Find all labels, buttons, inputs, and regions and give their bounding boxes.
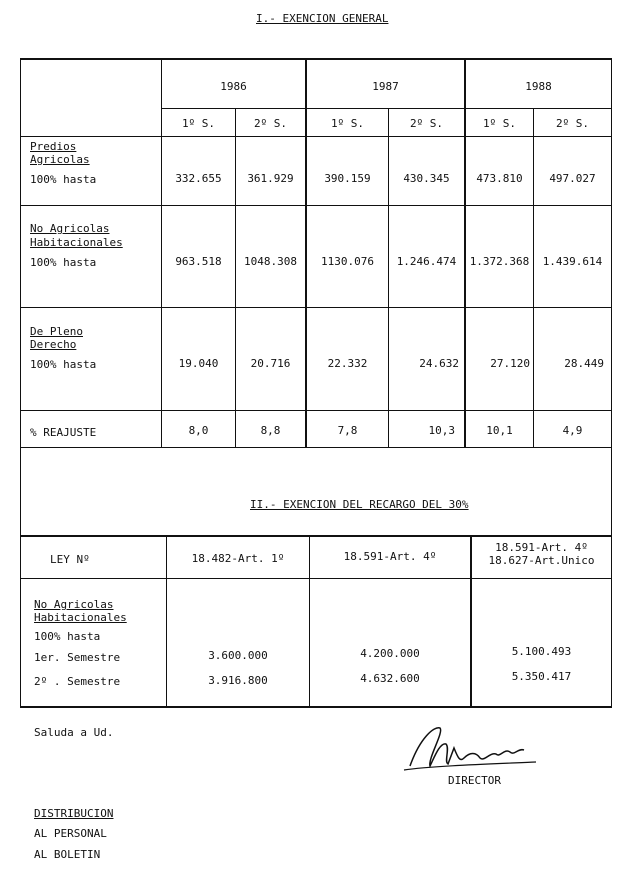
cell-value: 28.449 — [564, 357, 604, 370]
sem2-value: 3.916.800 — [208, 674, 268, 687]
year-1986: 1986 — [220, 80, 247, 93]
semester-header: 2º S. — [555, 117, 590, 130]
row-label: Predios — [30, 140, 77, 153]
cell-value: 1.246.474 — [396, 255, 457, 268]
sem2-value: 4.632.600 — [360, 672, 420, 685]
cell-value: 430.345 — [403, 172, 450, 185]
sem1-value: 5.100.493 — [511, 645, 572, 658]
cell-value: 1.372.368 — [469, 255, 530, 268]
distribution-item: AL PERSONAL — [34, 827, 107, 840]
row-label: No Agricolas — [30, 222, 110, 235]
cell-value: 332.655 — [175, 172, 222, 185]
sem1-value: 3.600.000 — [208, 649, 268, 662]
semester-header: 1º S. — [482, 117, 517, 130]
row-label: Derecho — [30, 338, 77, 351]
row-sub: 100% hasta — [30, 256, 97, 269]
ley-col: 18.591-Art. 4º — [343, 550, 437, 563]
row-label: Habitacionales — [30, 236, 123, 249]
ley-col: 18.591-Art. 4º — [495, 541, 588, 554]
row-label: De Pleno — [30, 325, 83, 338]
semester-header: 2º S. — [409, 117, 444, 130]
section2-title: II.- EXENCION DEL RECARGO DEL 30% — [250, 498, 469, 511]
reajuste-value: 10,3 — [428, 424, 455, 437]
sem1-label: 1er. Semestre — [34, 651, 121, 664]
reajuste-value: 4,9 — [562, 424, 583, 437]
ley-col: 18.627-Art.Unico — [488, 554, 595, 567]
reajuste-value: 10,1 — [486, 424, 513, 437]
year-1988: 1988 — [525, 80, 552, 93]
cell-value: 1.439.614 — [542, 255, 603, 268]
cell-value: 22.332 — [327, 357, 368, 370]
distribution-heading: DISTRIBUCION — [34, 807, 114, 820]
cell-value: 24.632 — [419, 357, 459, 370]
reajuste-value: 7,8 — [337, 424, 358, 437]
table2-sub: 100% hasta — [34, 630, 101, 643]
reajuste-label: % REAJUSTE — [30, 426, 97, 439]
sem1-value: 4.200.000 — [360, 647, 420, 660]
semester-header: 1º S. — [330, 117, 365, 130]
cell-value: 19.040 — [178, 357, 219, 370]
ley-label: LEY Nº — [50, 553, 90, 566]
signature-image — [400, 718, 540, 778]
cell-value: 473.810 — [476, 172, 523, 185]
reajuste-value: 8,8 — [260, 424, 281, 437]
cell-value: 390.159 — [324, 172, 371, 185]
signature-title: DIRECTOR — [448, 774, 501, 787]
table2-label: No Agricolas — [34, 598, 114, 611]
semester-header: 1º S. — [181, 117, 216, 130]
table2-label: Habitacionales — [34, 611, 127, 624]
row-label: Agricolas — [30, 153, 90, 166]
cell-value: 497.027 — [549, 172, 596, 185]
row-sub: 100% hasta — [30, 173, 97, 186]
section1-title: I.- EXENCION GENERAL — [256, 12, 389, 25]
sem2-value: 5.350.417 — [511, 670, 572, 683]
cell-value: 27.120 — [490, 357, 530, 370]
sem2-label: 2º . Semestre — [34, 675, 121, 688]
reajuste-value: 8,0 — [188, 424, 209, 437]
cell-value: 963.518 — [175, 255, 222, 268]
year-1987: 1987 — [372, 80, 399, 93]
cell-value: 1048.308 — [244, 255, 297, 268]
cell-value: 1130.076 — [321, 255, 374, 268]
cell-value: 361.929 — [247, 172, 294, 185]
row-sub: 100% hasta — [30, 358, 97, 371]
distribution-item: AL BOLETIN — [34, 848, 101, 861]
ley-col: 18.482-Art. 1º — [191, 552, 285, 565]
closing-text: Saluda a Ud. — [34, 726, 114, 739]
semester-header: 2º S. — [253, 117, 288, 130]
cell-value: 20.716 — [250, 357, 291, 370]
